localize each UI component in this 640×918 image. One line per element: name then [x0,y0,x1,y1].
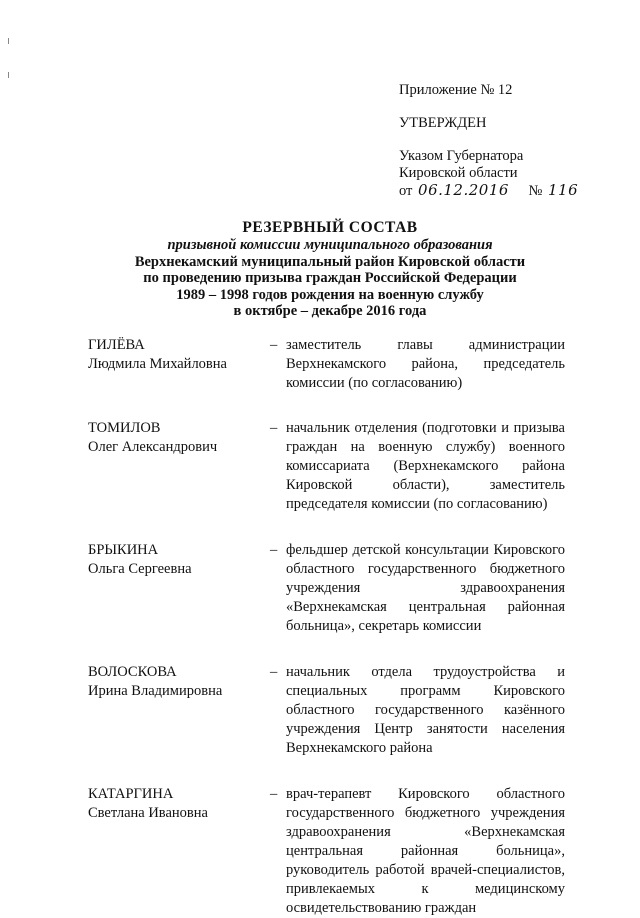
member-given-name: Людмила Михайловна [88,356,227,372]
member-role: фельдшер детской консультации Кировского областного государственного бюджетного учреждения здравоохранения «Верхнекамская центральная районная больница», секретарь комиссии [286,542,565,634]
member-name [88,663,270,758]
dash: – [270,542,278,558]
member-surname: ТОМИЛОВ [88,420,161,436]
member-name [88,541,270,636]
member-given-name: Ирина Владимировна [88,683,223,699]
dash: – [270,786,278,802]
member-given-name: Олег Александрович [88,439,218,455]
member-given-name: Светлана Ивановна [88,805,208,821]
member-entry [88,336,568,393]
member-entry [88,785,568,918]
handwritten-date: 06.12.2016 [418,181,509,199]
member-given-name: Ольга Сергеевна [88,561,192,577]
from-label: от [399,183,413,199]
member-role: начальник отдела трудоустройства и специальных программ Кировского областного государственного казённого учреждения Центр занятости населения Верхнекамского района [286,664,565,756]
member-name [88,785,270,918]
number-label: № [528,183,543,199]
appendix-number: Приложение № 12 [399,82,513,98]
scan-artifact-mark [8,38,9,44]
member-entry [88,541,568,636]
member-role: заместитель главы администрации Верхнекамского района, председатель комиссии (по согласованию) [286,337,565,391]
decree-line-2: Кировской области [399,165,518,181]
document-title [100,218,560,320]
decree-line-1: Указом Губернатора [399,148,524,164]
member-entry [88,663,568,758]
approval-block [399,82,599,200]
title-heading: РЕЗЕРВНЫЙ СОСТАВ [242,219,418,236]
title-line-1: призывной комиссии муниципального образования [167,237,493,253]
approved-label: УТВЕРЖДЕН [399,115,487,131]
dash: – [270,420,278,436]
title-line-4: 1989 – 1998 годов рождения на военную службу [176,286,484,303]
dash: – [270,337,278,353]
member-entry [88,419,568,514]
member-name [88,419,270,514]
member-role: начальник отделения (подготовки и призыва граждан на военную службу) военного комиссариата (Верхнекамского района Кировской области), заместитель председателя комиссии (по согласованию) [286,420,565,512]
handwritten-number: 116 [548,181,579,199]
title-line-5: в октябре – декабре 2016 года [233,303,427,319]
title-line-3: по проведению призыва граждан Российской Федерации [143,270,517,286]
dash: – [270,664,278,680]
member-surname: ВОЛОСКОВА [88,664,177,680]
member-surname: БРЫКИНА [88,542,159,558]
member-name [88,336,270,393]
scan-artifact-mark [8,72,9,78]
member-role: врач-терапевт Кировского областного государственного бюджетного учреждения здравоохранения «Верхнекамская центральная районная больница», руководитель работой врачей-специалистов, привлекаемых к медицинскому освидетельствованию граждан [286,786,565,916]
decree-date-number [399,182,599,200]
title-line-2: Верхнекамский муниципальный район Кировской области [134,253,526,270]
member-surname: КАТАРГИНА [88,786,174,802]
member-surname: ГИЛЁВА [88,337,145,353]
members-list [88,336,568,918]
